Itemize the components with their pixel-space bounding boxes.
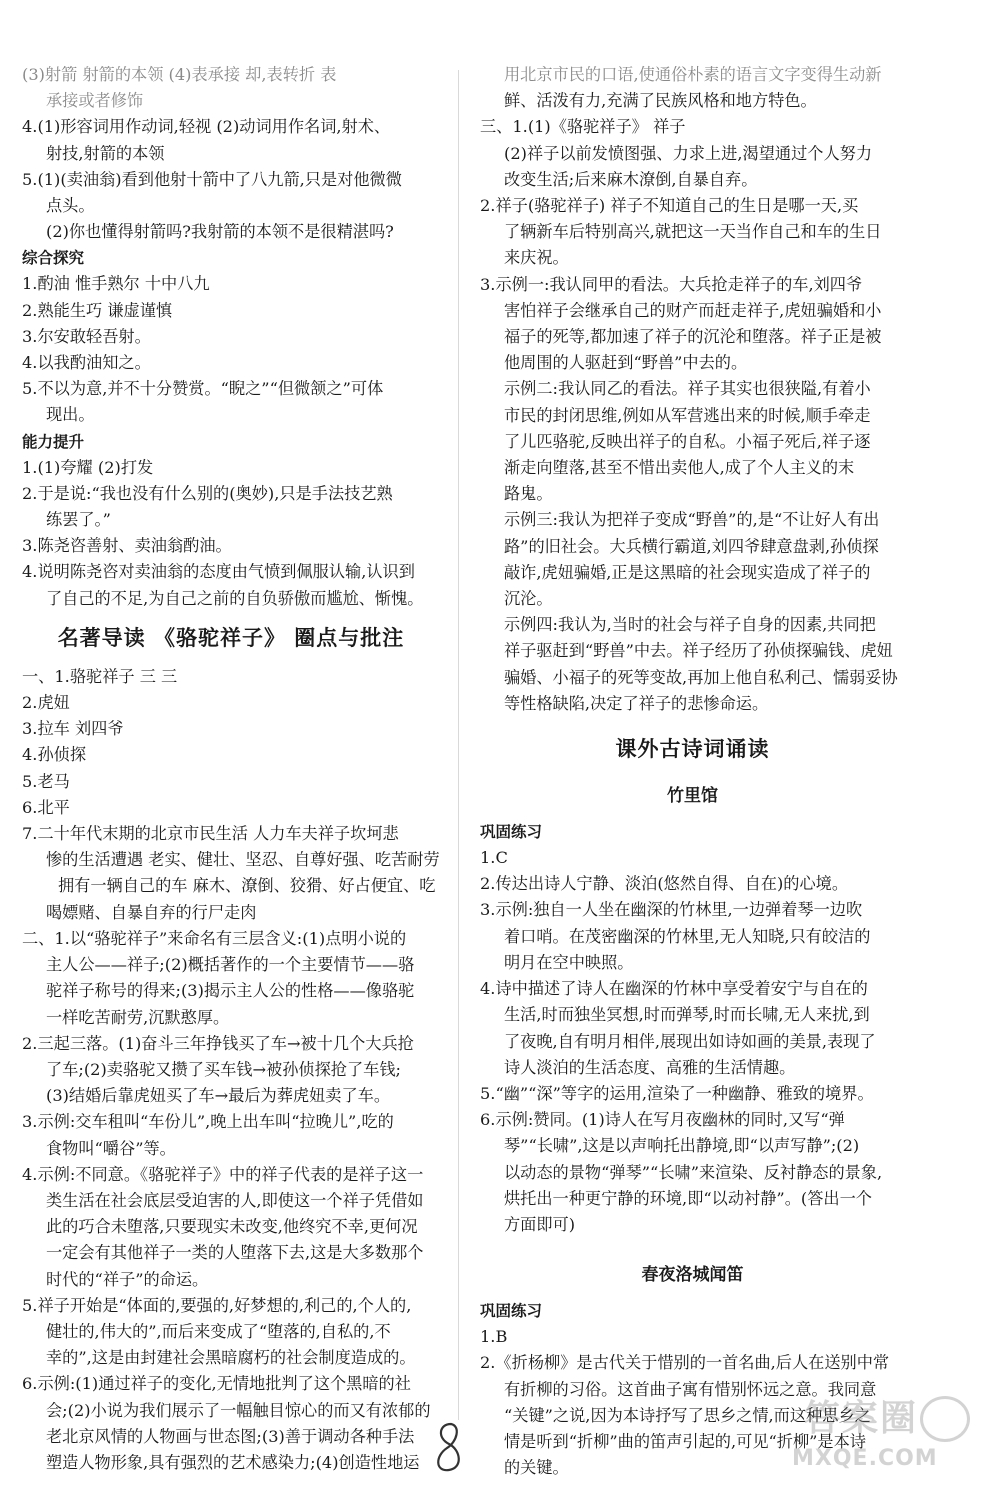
text-line: 他周围的人驱赶到“野兽”中去的。 xyxy=(504,353,748,373)
text-line: 3.示例:独自一人坐在幽深的竹林里,一边弹着琴一边吹 xyxy=(480,900,863,920)
text-line: 5.老马 xyxy=(22,771,70,791)
text-line: 示例三:我认为把祥子变成“野兽”的,是“不让好人有出 xyxy=(504,510,880,530)
text-line: 着口哨。在茂密幽深的竹林里,无人知晓,只有皎洁的 xyxy=(504,926,871,946)
right-column xyxy=(480,62,905,1481)
text-line: 市民的封闭思维,例如从军营逃出来的时候,顺手牵走 xyxy=(504,405,871,425)
text-line: 5.不以为意,并不十分赞赏。“睨之”“但微颔之”可体 xyxy=(22,379,384,399)
text-line: 4.(1)形容词用作动词,轻视 (2)动词用作名词,射术、 xyxy=(22,117,391,137)
section-heading-nengli-tisheng: 能力提升 xyxy=(22,432,85,451)
text-line: 2.虎妞 xyxy=(22,693,70,713)
text-line: 明月在空中映照。 xyxy=(504,952,634,972)
text-line: 2.传达出诗人宁静、淡泊(悠然自得、自在)的心境。 xyxy=(480,874,849,894)
text-line: 示例四:我认为,当时的社会与祥子自身的因素,共同把 xyxy=(504,615,876,635)
text-line: 3.陈尧咨善射、卖油翁酌油。 xyxy=(22,536,232,556)
watermark-circle-icon xyxy=(920,1396,970,1442)
text-line: 2.祥子(骆驼祥子) 祥子不知道自己的生日是哪一天,买 xyxy=(480,196,859,216)
section-heading-gonggu-lianxi: 巩固练习 xyxy=(480,1302,543,1321)
text-line: 塑造人物形象,具有强烈的艺术感染力;(4)创造性地运 xyxy=(46,1452,420,1472)
left-column xyxy=(22,62,440,1476)
text-line: 三、1.(1)《骆驼祥子》 祥子 xyxy=(480,117,686,137)
text-line: 类生活在社会底层受迫害的人,即使这一个祥子凭借如 xyxy=(46,1190,424,1210)
text-line: 此的巧合未堕落,只要现实未改变,他终究不幸,更何况 xyxy=(46,1217,418,1237)
page-number xyxy=(425,1418,475,1478)
text-line: 方面即可) xyxy=(504,1214,576,1234)
text-line: 路”的旧社会。大兵横行霸道,刘四爷肆意盘剥,孙侦探 xyxy=(504,536,879,556)
poem-title-chunye-luocheng-wendi: 春夜洛城闻笛 xyxy=(641,1265,744,1286)
text-line: 的关键。 xyxy=(504,1458,569,1478)
text-line: “关键”之说,因为本诗抒写了思乡之情,而这种思乡之 xyxy=(504,1405,871,1425)
text-line: 1.C xyxy=(480,848,508,868)
text-line: 4.以我酌油知之。 xyxy=(22,353,151,373)
column-divider xyxy=(458,70,459,1420)
text-line: 以动态的景物“弹琴”“长啸”来渲染、反衬静态的景象, xyxy=(504,1162,883,1182)
text-line: (2)祥子以前发愤图强、力求上进,渴望通过个人努力 xyxy=(504,143,873,163)
text-line: 诗人淡泊的生活态度、高雅的生活情趣。 xyxy=(504,1057,796,1077)
handwritten-eight-icon xyxy=(425,1418,475,1478)
text-line: 二、1.以“骆驼祥子”来命名有三层含义:(1)点明小说的 xyxy=(22,928,407,948)
text-line: 驼祥子称号的得来;(3)揭示主人公的性格——像骆驼 xyxy=(46,981,415,1001)
text-line: 1.B xyxy=(480,1327,508,1347)
text-line: 拥有一辆自己的车 麻木、潦倒、狡猾、好占便宜、吃 xyxy=(58,876,436,896)
text-line: 3.示例一:我认同甲的看法。大兵抢走祥子的车,刘四爷 xyxy=(480,274,863,294)
text-line: 3.尔安敢轻吾射。 xyxy=(22,326,151,346)
watermark-logo xyxy=(782,1390,982,1482)
text-line: 有折柳的习俗。这首曲子寓有惜别怀远之意。我同意 xyxy=(504,1379,877,1399)
text-line: 7.二十年代末期的北京市民生活 人力车夫祥子坎坷悲 xyxy=(22,824,399,844)
text-line: 4.诗中描述了诗人在幽深的竹林中享受着安宁与自在的 xyxy=(480,979,868,999)
text-line: 烘托出一种更宁静的环境,即“以动衬静”。(答出一个 xyxy=(504,1188,872,1208)
text-line: 3.拉车 刘四爷 xyxy=(22,719,124,739)
watermark-url: MXQE.COM xyxy=(792,1446,938,1471)
text-line: 现出。 xyxy=(46,405,95,425)
text-line: 等性格缺陷,决定了祥子的悲惨命运。 xyxy=(504,693,769,713)
text-line: 时代的“祥子”的命运。 xyxy=(46,1269,209,1289)
text-line: 4.孙侦探 xyxy=(22,745,87,765)
text-line: 练罢了。” xyxy=(46,510,111,530)
text-line: 鲜、活泼有力,充满了民族风格和地方特色。 xyxy=(504,91,817,111)
text-line: 6.北平 xyxy=(22,797,70,817)
text-line: 主人公——祥子;(2)概括著作的一个主要情节——骆 xyxy=(46,955,415,975)
text-line: 情是听到“折柳”曲的笛声引起的,可见“折柳”是本诗 xyxy=(504,1431,866,1451)
text-line: 幸的”,这是由封建社会黑暗腐朽的社会制度造成的。 xyxy=(46,1348,416,1368)
text-line: 1.酌油 惟手熟尔 十中八九 xyxy=(22,274,210,294)
text-line: 一样吃苦耐劳,沉默憨厚。 xyxy=(46,1007,230,1027)
section-heading-gonggu-lianxi: 巩固练习 xyxy=(480,823,543,842)
text-line: (2)你也懂得射箭吗?我射箭的本领不是很精湛吗? xyxy=(46,222,394,242)
text-line: 生活,时而独坐冥想,时而弹琴,时而长啸,无人来扰,到 xyxy=(504,1005,870,1025)
text-line: 敲诈,虎妞骗婚,正是这黑暗的社会现实造成了祥子的 xyxy=(504,562,871,582)
text-line: 3.示例:交车租叫“车份儿”,晚上出车叫“拉晚儿”,吃的 xyxy=(22,1112,394,1132)
text-line: 5.“幽”“深”等字的运用,渲染了一种幽静、雅致的境界。 xyxy=(480,1083,874,1103)
text-line: 1.(1)夸耀 (2)打发 xyxy=(22,457,154,477)
text-line: 沉沦。 xyxy=(504,589,553,609)
poem-title-zhulizuan: 竹里馆 xyxy=(667,786,718,807)
text-line: 4.说明陈尧咨对卖油翁的态度由气愤到佩服认输,认识到 xyxy=(22,562,415,582)
text-line: 用北京市民的口语,使通俗朴素的语言文字变得生动新 xyxy=(504,65,882,84)
text-line: 点头。 xyxy=(46,196,95,216)
text-line: 承接或者修饰 xyxy=(46,91,144,111)
text-line: 2.《折杨柳》是古代关于惜别的一首名曲,后人在送别中常 xyxy=(480,1353,890,1373)
text-line: 害怕祥子会继承自己的财产而赶走祥子,虎妞骗婚和小 xyxy=(504,300,882,320)
text-line: 6.示例:(1)通过祥子的变化,无情地批判了这个黑暗的社 xyxy=(22,1374,411,1394)
text-line: (3)结婚后靠虎妞买了车→最后为葬虎妞卖了车。 xyxy=(46,1086,391,1106)
text-line: 惨的生活遭遇 老实、健壮、坚忍、自尊好强、吃苦耐劳 xyxy=(46,850,440,870)
mingzhu-daodu-title: 名著导读 《骆驼祥子》 圈点与批注 xyxy=(57,625,405,650)
text-line: 琴”“长啸”,这是以声响托出静境,即“以声写静”;(2) xyxy=(504,1136,860,1156)
watermark-text: 答案圈 xyxy=(804,1398,919,1439)
text-line: 了辆新车后特别高兴,就把这一天当作自己和车的生日 xyxy=(504,222,882,242)
text-line: 5.祥子开始是“体面的,要强的,好梦想的,利己的,个人的, xyxy=(22,1295,412,1315)
text-line: 2.于是说:“我也没有什么别的(奥妙),只是手法技艺熟 xyxy=(22,483,393,503)
text-line: 会;(2)小说为我们展示了一幅触目惊心的而又有浓郁的 xyxy=(46,1400,431,1420)
text-line: 2.三起三落。(1)奋斗三年挣钱买了车→被十几个大兵抢 xyxy=(22,1033,414,1053)
text-line: 改变生活;后来麻木潦倒,自暴自弃。 xyxy=(504,169,758,189)
text-line: 示例二:我认同乙的看法。祥子其实也很狭隘,有着小 xyxy=(504,379,871,399)
text-line: 了自己的不足,为自己之前的自负骄傲而尴尬、惭愧。 xyxy=(46,588,424,608)
section-heading-zonghe-tanjiu: 综合探究 xyxy=(22,249,85,268)
text-line: 射技,射箭的本领 xyxy=(46,143,165,163)
text-line: 6.示例:赞同。(1)诗人在写月夜幽林的同时,又写“弹 xyxy=(480,1110,845,1130)
text-line: 健壮的,伟大的”,而后来变成了“堕落的,自私的,不 xyxy=(46,1321,391,1341)
text-line: 2.熟能生巧 谦虚谨慎 xyxy=(22,300,173,320)
text-line: 了儿匹骆驼,反映出祥子的自私。小福子死后,祥子逐 xyxy=(504,431,871,451)
kewai-gushici-title: 课外古诗词诵读 xyxy=(615,737,770,762)
text-line: 一、1.骆驼祥子 三 三 xyxy=(22,666,178,686)
text-line: 路鬼。 xyxy=(504,484,553,504)
text-line: 了夜晚,自有明月相伴,展现出如诗如画的美景,表现了 xyxy=(504,1031,876,1051)
text-line: 一定会有其他祥子一类的人堕落下去,这是大多数那个 xyxy=(46,1243,424,1263)
text-line: 来庆祝。 xyxy=(504,248,569,268)
text-line: 5.(1)(卖油翁)看到他射十箭中了八九箭,只是对他微微 xyxy=(22,169,402,189)
text-line: (3)射箭 射箭的本领 (4)表承接 却,表转折 表 xyxy=(22,65,337,84)
text-line: 老北京风情的人物画与世态图;(3)善于调动各种手法 xyxy=(46,1426,415,1446)
text-line: 喝嫖赌、自暴自弃的行尸走肉 xyxy=(46,902,257,922)
text-line: 食物叫“嚼谷”等。 xyxy=(46,1138,176,1158)
text-line: 了车;(2)卖骆驼又攒了买车钱→被孙侦探抢了车钱; xyxy=(46,1059,401,1079)
text-line: 4.示例:不同意。《骆驼祥子》中的祥子代表的是祥子这一 xyxy=(22,1164,424,1184)
text-line: 祥子驱赶到“野兽”中去。祥子经历了孙侦探骗钱、虎妞 xyxy=(504,641,893,661)
text-line: 渐走向堕落,甚至不惜出卖他人,成了个人主义的末 xyxy=(504,458,855,478)
text-line: 福子的死等,都加速了祥子的沉沦和堕落。祥子正是被 xyxy=(504,327,882,347)
text-line: 骗婚、小福子的死等变故,再加上他自私利己、懦弱妥协 xyxy=(504,667,898,687)
